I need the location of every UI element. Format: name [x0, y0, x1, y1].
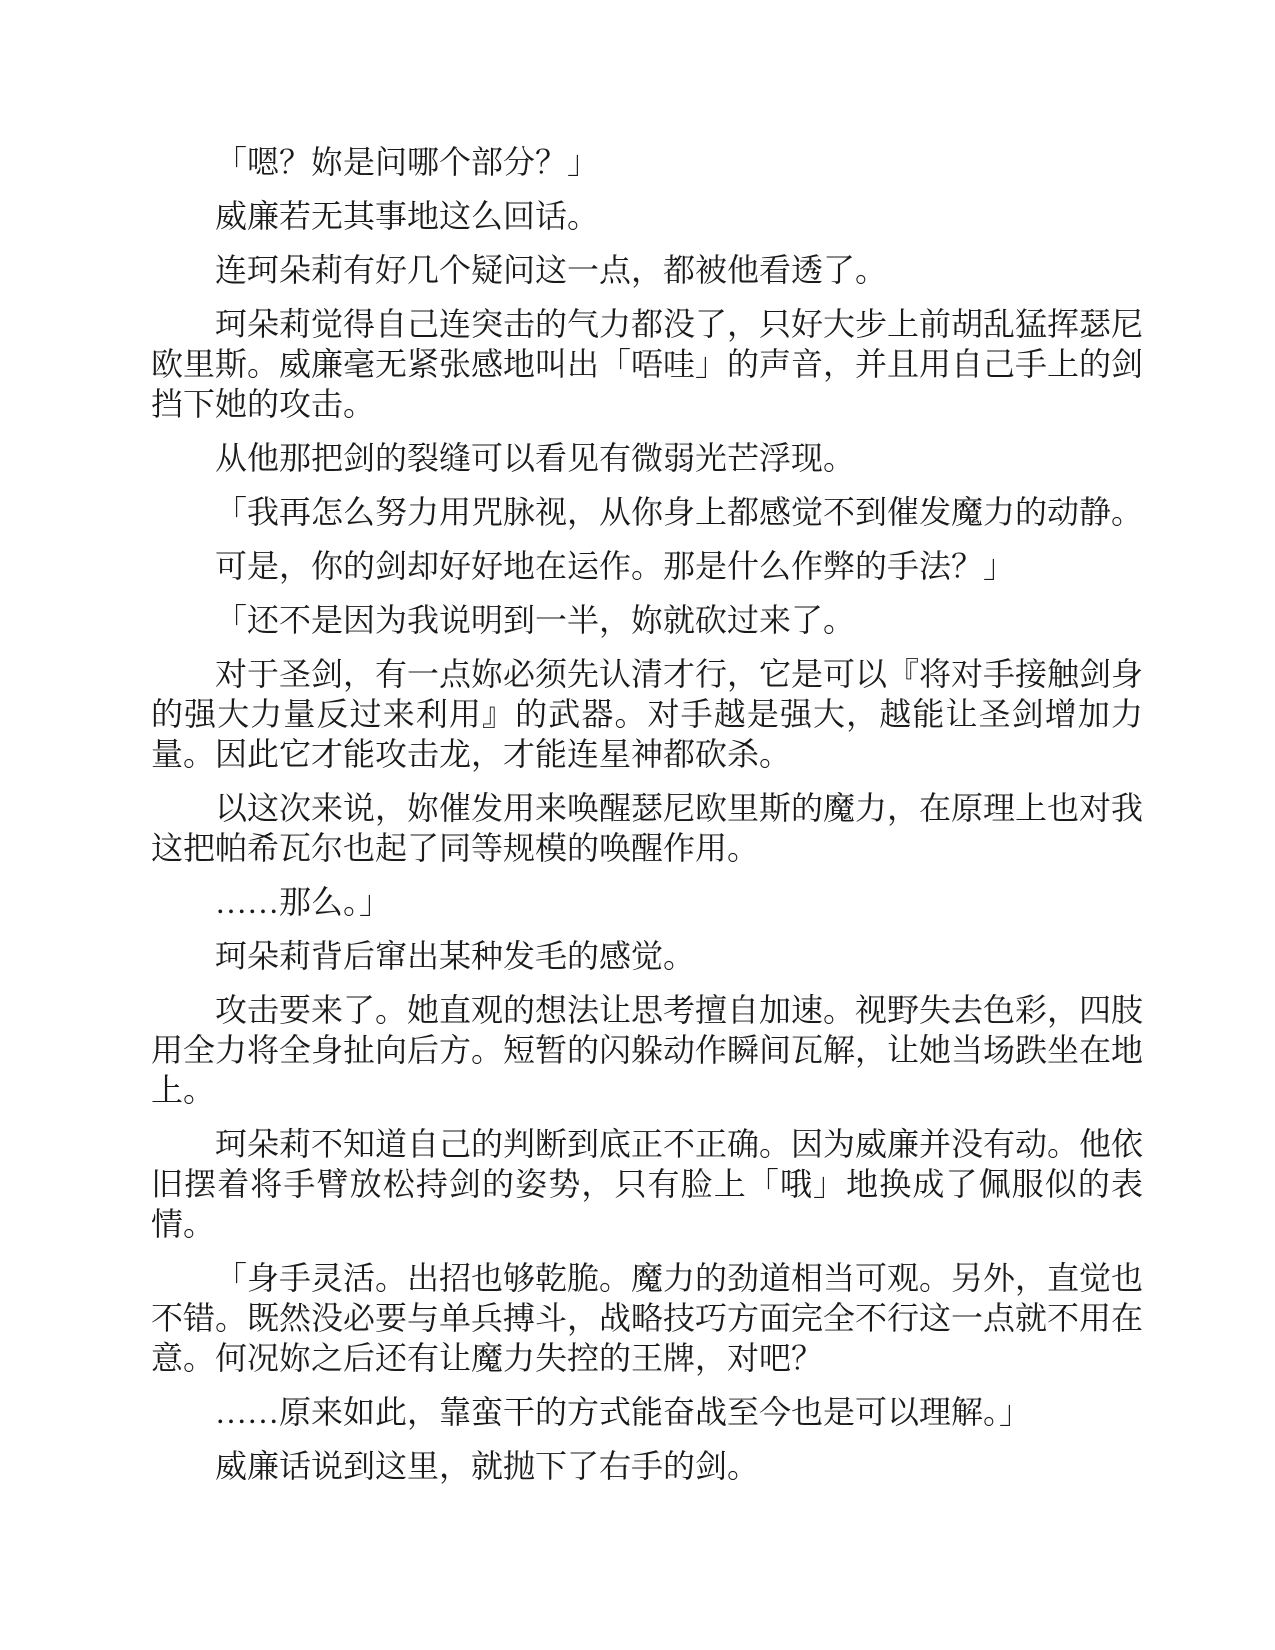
paragraph-3: 连珂朵莉有好几个疑问这一点，都被他看透了。	[215, 252, 888, 288]
paragraph-1: 「嗯？妳是问哪个部分？」	[215, 144, 600, 180]
paragraph-11: ……那么。」	[215, 884, 392, 920]
paragraph-10: 以这次来说，妳催发用来唤醒瑟尼欧里斯的魔力，在原理上也对我这把帕希瓦尔也起了同等规模的唤醒作用。	[151, 790, 1144, 866]
paragraph-14: 珂朵莉不知道自己的判断到底正不正确。因为威廉并没有动。他依旧摆着将手臂放松持剑的姿势，只有脸上「哦」地换成了佩服似的表情。	[151, 1126, 1144, 1242]
paragraph-6: 「我再怎么努力用咒脉视，从你身上都感觉不到催发魔力的动静。	[215, 494, 1144, 530]
paragraph-13: 攻击要来了。她直观的想法让思考擅自加速。视野失去色彩，四肢用全力将全身扯向后方。短暂的闪躲动作瞬间瓦解，让她当场跌坐在地上。	[151, 992, 1144, 1108]
text-block	[151, 142, 1143, 1486]
paragraph-17: 威廉话说到这里，就抛下了右手的剑。	[215, 1448, 760, 1484]
paragraph-9: 对于圣剑，有一点妳必须先认清才行，它是可以『将对手接触剑身的强大力量反过来利用』的武器。对手越是强大，越能让圣剑增加力量。因此它才能攻击龙，才能连星神都砍杀。	[151, 656, 1144, 772]
paragraph-5: 从他那把剑的裂缝可以看见有微弱光芒浮现。	[215, 440, 856, 476]
paragraph-2: 威廉若无其事地这么回话。	[215, 198, 600, 234]
paragraph-12: 珂朵莉背后窜出某种发毛的感觉。	[215, 938, 696, 974]
paragraph-15: 「身手灵活。出招也够乾脆。魔力的劲道相当可观。另外，直觉也不错。既然没必要与单兵搏斗，战略技巧方面完全不行这一点就不用在意。何况妳之后还有让魔力失控的王牌，对吧？	[151, 1260, 1144, 1376]
paragraph-8: 「还不是因为我说明到一半，妳就砍过来了。	[215, 602, 856, 638]
paragraph-7: 可是，你的剑却好好地在运作。那是什么作弊的手法？」	[215, 548, 1016, 584]
paragraph-16: ……原来如此，靠蛮干的方式能奋战至今也是可以理解。」	[215, 1394, 1032, 1430]
paragraph-4: 珂朵莉觉得自己连突击的气力都没了，只好大步上前胡乱猛挥瑟尼欧里斯。威廉毫无紧张感地叫出「唔哇」的声音，并且用自己手上的剑挡下她的攻击。	[151, 306, 1144, 422]
